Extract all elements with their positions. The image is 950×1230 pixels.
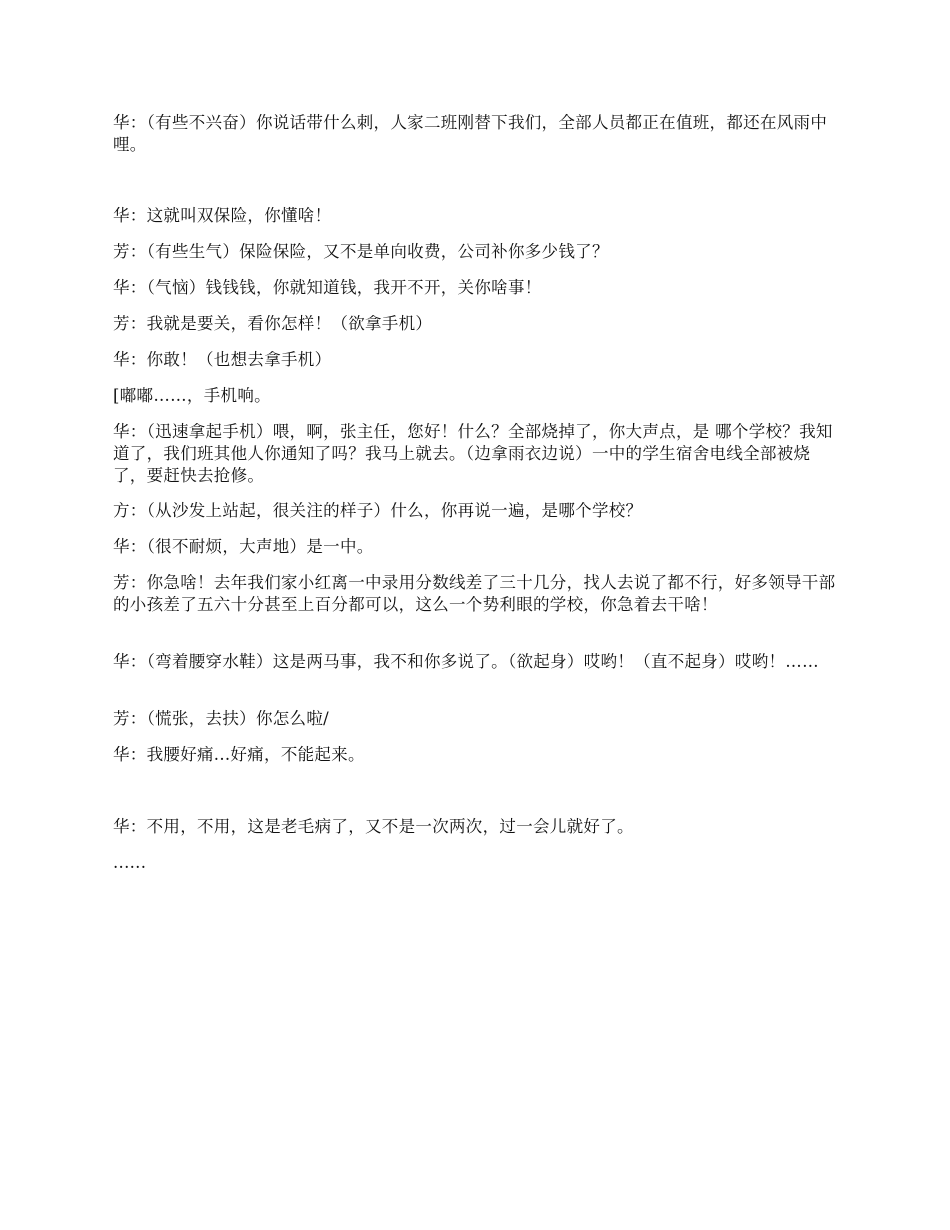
dialogue-line-2: 华：这就叫双保险，你懂啥！ bbox=[113, 206, 332, 225]
dialogue-line-14: 华：我腰好痛...好痛，不能起来。 bbox=[113, 745, 365, 764]
dialogue-line-15: 华：不用，不用，这是老毛病了，又不是一次两次，过一会儿就好了。 bbox=[113, 817, 634, 836]
dialogue-line-5: 芳：我就是要关，看你怎样！（欲拿手机） bbox=[113, 314, 433, 333]
dialogue-line-13: 芳：（慌张，去扶）你怎么啦/ bbox=[113, 709, 330, 728]
dialogue-line-8: 华：（迅速拿起手机）喂，啊，张主任，您好！什么？全部烧掉了，你大声点，是 哪个学校？我知道了，我们班其他人你通知了吗？我马上就去。（边拿雨衣边说）一中的学生宿舍电线全部被烧了，要赶快去抢修。 bbox=[113, 422, 833, 485]
ellipsis-end: ...... bbox=[113, 853, 147, 872]
dialogue-line-4: 华：（气恼）钱钱钱，你就知道钱，我开不开，关你啥事！ bbox=[113, 278, 542, 297]
dialogue-line-3: 芳：（有些生气）保险保险，又不是单向收费，公司补你多少钱了？ bbox=[113, 242, 609, 261]
dialogue-line-9: 方：（从沙发上站起，很关注的样子）什么，你再说一遍，是哪个学校？ bbox=[113, 501, 643, 520]
dialogue-line-6: 华：你敢！（也想去拿手机） bbox=[113, 350, 332, 369]
dialogue-line-11: 芳：你急啥！去年我们家小红离一中录用分数线差了三十几分，找人去说了都不行，好多领导干部的小孩差了五六十分甚至上百分都可以，这么一个势利眼的学校，你急着去干啥！ bbox=[113, 573, 836, 614]
dialogue-line-1: 华：（有些不兴奋）你说话带什么刺，人家二班刚替下我们，全部人员都正在值班，都还在风雨中哩。 bbox=[113, 113, 828, 154]
dialogue-line-10: 华：（很不耐烦，大声地）是一中。 bbox=[113, 537, 374, 556]
dialogue-line-12: 华：（弯着腰穿水鞋）这是两马事，我不和你多说了。（欲起身）哎哟！（直不起身）哎哟！…… bbox=[113, 652, 819, 671]
stage-direction-phone-rings: [嘟嘟……，手机响。 bbox=[113, 386, 271, 405]
